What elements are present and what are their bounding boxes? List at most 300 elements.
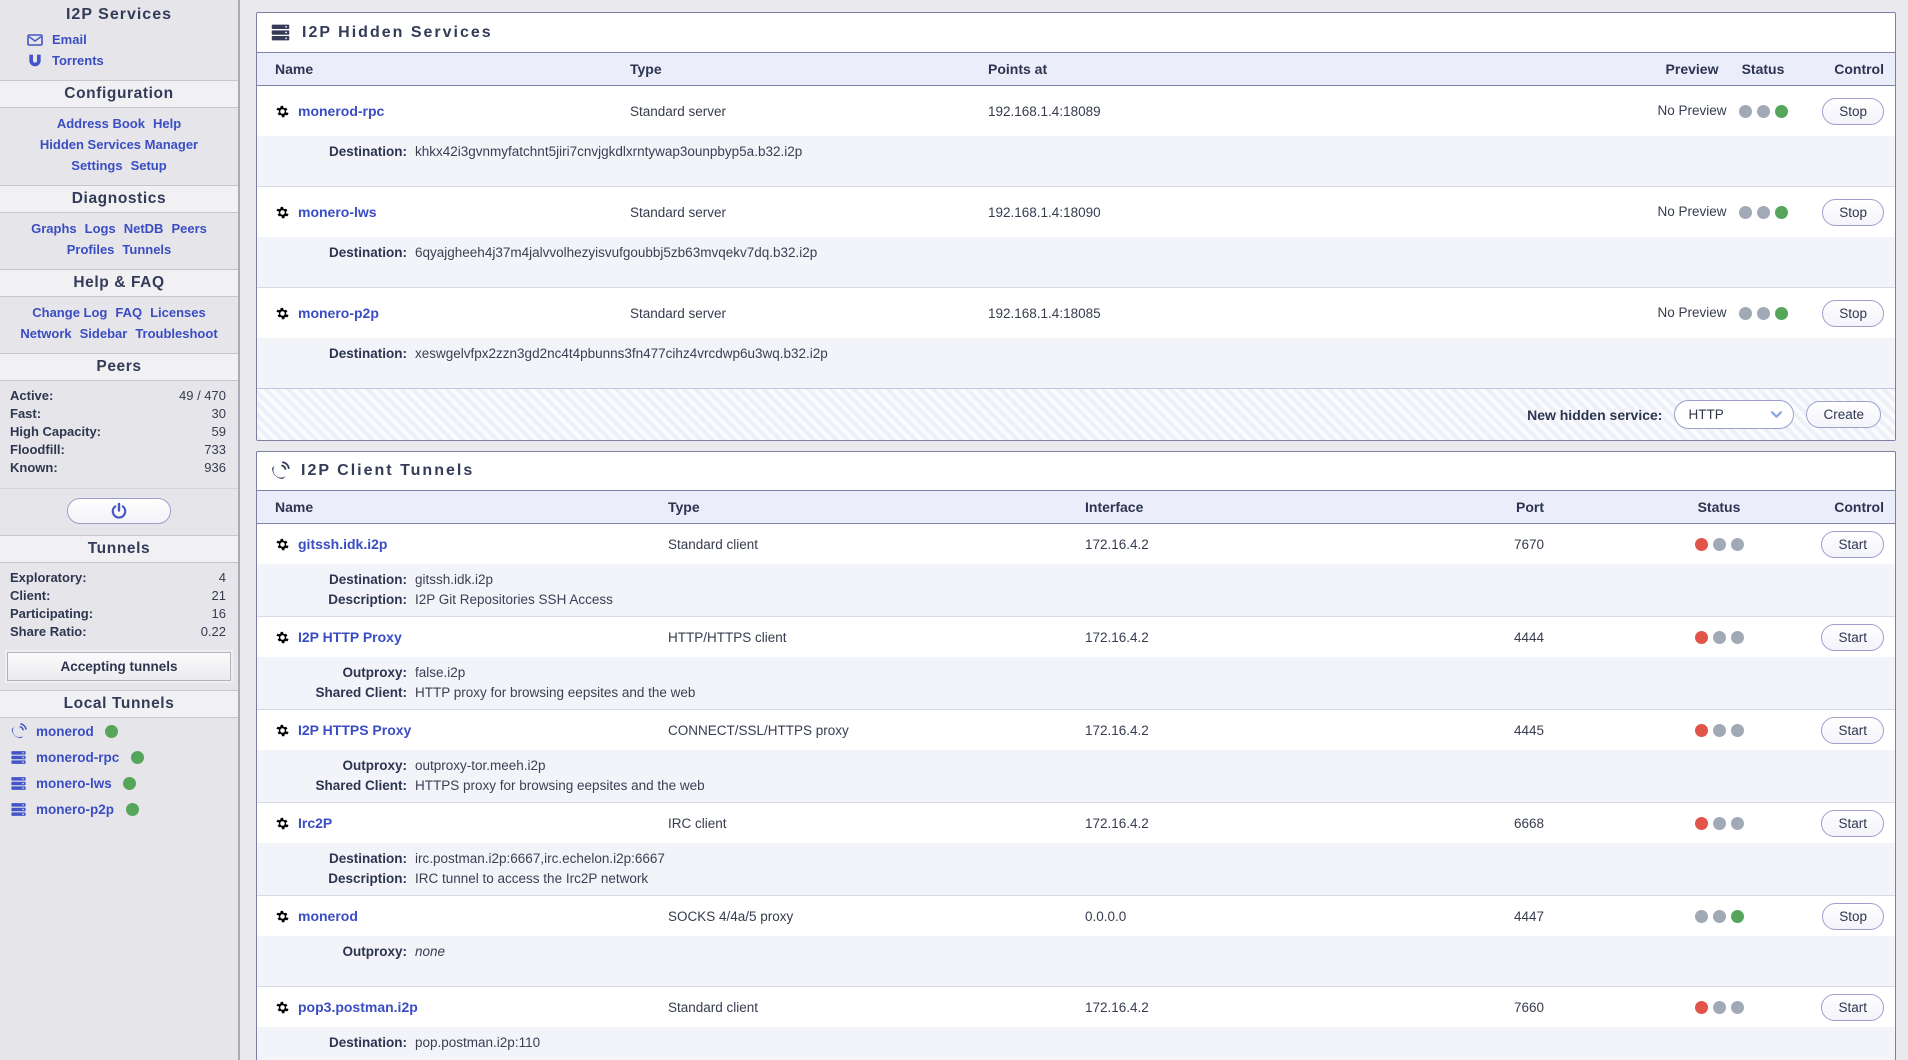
tunnel-name-cell — [275, 204, 630, 220]
stat-value: 49 / 470 — [179, 388, 226, 403]
stat-label: Client: — [10, 588, 51, 603]
detail-value: gitssh.idk.i2p — [415, 572, 494, 587]
tunnel-status-cell — [1732, 307, 1794, 320]
stop-button[interactable]: Stop — [1822, 300, 1884, 327]
status-dot — [1739, 307, 1752, 320]
client-tunnel-row — [257, 895, 1895, 986]
tunnel-interface: 172.16.4.2 — [1085, 999, 1149, 1015]
tunnel-status-cell — [1732, 105, 1794, 118]
sidebar-link-hidden-services-manager[interactable]: Hidden Services Manager — [39, 137, 199, 152]
preview-text: No Preview — [1657, 204, 1727, 219]
sidebar-section-links — [0, 108, 238, 176]
sidebar-peers-title: Peers — [0, 353, 238, 381]
detail-line — [275, 590, 1895, 610]
tunnel-interface: 0.0.0.0 — [1085, 908, 1127, 924]
tunnel-detail — [257, 338, 1895, 388]
tunnel-detail — [257, 843, 1895, 895]
stat-row — [10, 387, 226, 405]
client-tunnels-table-header — [257, 490, 1895, 524]
status-dot — [1757, 105, 1770, 118]
gear-icon — [275, 104, 290, 119]
new-service-type-value: HTTP — [1688, 407, 1724, 422]
status-dot — [1695, 910, 1708, 923]
tunnel-interface: 172.16.4.2 — [1085, 629, 1149, 645]
tunnel-control-cell — [1794, 810, 1884, 837]
detail-value: outproxy-tor.meeh.i2p — [415, 758, 546, 773]
server-tunnel-icon — [10, 749, 27, 766]
stat-value: 59 — [211, 424, 226, 439]
tunnel-port: 4447 — [1513, 908, 1544, 924]
column-header: Points at — [988, 61, 1048, 77]
sidebar-link-row — [0, 155, 238, 176]
stat-label: Share Ratio: — [10, 624, 87, 639]
preview-status — [1652, 103, 1732, 119]
local-tunnel-link[interactable]: monero-p2p — [36, 801, 115, 817]
tunnel-control-cell — [1794, 717, 1884, 744]
detail-label: Destination: — [328, 245, 407, 260]
detail-label: Destination: — [328, 572, 407, 587]
sidebar-service-item — [0, 50, 238, 71]
sidebar-section-links — [0, 213, 238, 260]
column-header: Preview — [1665, 61, 1719, 77]
sidebar-tunnels-title: Tunnels — [0, 535, 238, 563]
status-dot — [1775, 105, 1788, 118]
detail-label: Destination: — [328, 851, 407, 866]
sidebar-link-row — [0, 134, 238, 155]
stat-row — [10, 605, 226, 623]
stat-label: High Capacity: — [10, 424, 102, 439]
sidebar-services-title: I2P Services — [65, 6, 172, 23]
status-dot — [1739, 105, 1752, 118]
detail-label: Destination: — [328, 346, 407, 361]
sidebar-link-setup[interactable]: Setup — [130, 158, 167, 173]
status-dot — [126, 803, 139, 816]
tunnel-control-cell — [1794, 994, 1884, 1021]
tunnel-name-cell — [275, 629, 668, 645]
tunnel-name-cell — [275, 722, 668, 738]
tunnel-main-row — [257, 524, 1895, 564]
service-main-row — [257, 86, 1895, 136]
detail-line — [275, 683, 1895, 703]
column-header: Name — [275, 61, 314, 77]
tunnels-stats — [0, 563, 238, 645]
hidden-services-panel — [256, 12, 1896, 441]
local-tunnel-item — [0, 744, 238, 770]
gear-icon — [275, 723, 290, 738]
detail-value: HTTP proxy for browsing eepsites and the web — [415, 685, 696, 700]
service-points-at: 192.168.1.4:18089 — [988, 103, 1101, 119]
sidebar-link-row — [0, 113, 238, 134]
sidebar-section-title: Diagnostics — [0, 185, 238, 213]
column-header: Control — [1834, 499, 1884, 515]
satellite-dish-icon — [270, 461, 290, 481]
tunnel-detail — [257, 564, 1895, 616]
stat-label: Floodfill: — [10, 442, 65, 457]
hidden-service-row — [257, 86, 1895, 186]
detail-label: Outproxy: — [342, 944, 407, 959]
status-dot — [1713, 538, 1726, 551]
sidebar-services-list — [0, 29, 238, 71]
sidebar-nav-sections — [0, 80, 238, 344]
client-tunnel-row — [257, 709, 1895, 802]
detail-label: Outproxy: — [342, 665, 407, 680]
tunnel-port: 7670 — [1513, 536, 1544, 552]
preview-status — [1652, 305, 1732, 321]
local-tunnels-list — [0, 718, 238, 822]
preview-status — [1652, 204, 1732, 220]
status-dot — [1775, 206, 1788, 219]
stat-value: 30 — [211, 406, 226, 421]
status-dot — [1713, 724, 1726, 737]
client-tunnels-panel — [256, 451, 1896, 1060]
detail-value: 6qyajgheeh4j37m4jalvvolhezyisvufgoubbj5zb63mvqekv7dq.b32.i2p — [415, 245, 818, 260]
sidebar-link-row — [0, 239, 238, 260]
local-tunnel-item — [0, 718, 238, 744]
tunnel-name-link[interactable]: gitssh.idk.i2p — [298, 536, 388, 552]
status-dot — [1731, 817, 1744, 830]
tunnel-control-cell — [1794, 624, 1884, 651]
gear-icon — [275, 1000, 290, 1015]
status-dot — [1731, 631, 1744, 644]
tunnel-detail — [257, 657, 1895, 709]
tunnel-main-row — [257, 617, 1895, 657]
stat-label: Exploratory: — [10, 570, 87, 585]
detail-value: none — [415, 944, 446, 959]
status-dot — [131, 751, 144, 764]
tunnel-status-cell — [1644, 910, 1794, 923]
tunnel-name-cell — [275, 908, 668, 924]
detail-line — [275, 869, 1895, 889]
local-tunnel-link[interactable]: monero-lws — [36, 775, 112, 791]
client-tunnels-header — [257, 452, 1895, 490]
create-button[interactable]: Create — [1806, 401, 1881, 428]
tunnel-type: HTTP/HTTPS client — [668, 629, 787, 645]
tunnel-main-row — [257, 987, 1895, 1027]
sidebar-link-row — [0, 218, 238, 239]
detail-line — [275, 142, 1895, 162]
service-type: Standard server — [630, 305, 727, 321]
status-dot — [1731, 538, 1744, 551]
tunnel-name-cell — [275, 305, 630, 321]
column-header: Name — [275, 499, 314, 515]
tunnel-control-cell — [1794, 531, 1884, 558]
tunnel-status-banner: Accepting tunnels — [7, 652, 231, 681]
client-tunnel-row — [257, 986, 1895, 1060]
tunnel-name-link[interactable]: monero-p2p — [298, 305, 379, 321]
detail-line — [275, 1033, 1895, 1053]
detail-line — [275, 776, 1895, 796]
sidebar-section-links — [0, 297, 238, 344]
status-dot — [1695, 631, 1708, 644]
detail-label: Destination: — [328, 144, 407, 159]
detail-value: xeswgelvfpx2zzn3gd2nc4t4pbunns3fn477cihz4vrcdwp6u3wq.b32.i2p — [415, 346, 828, 361]
tunnel-status-cell — [1644, 631, 1794, 644]
sidebar-link-faq[interactable]: FAQ — [115, 305, 143, 320]
local-tunnel-link[interactable]: monerod-rpc — [36, 749, 120, 765]
sidebar-link-settings[interactable]: Settings — [71, 158, 123, 173]
tunnel-name-cell — [275, 536, 668, 552]
service-type: Standard server — [630, 204, 727, 220]
torrents-icon — [27, 53, 43, 69]
local-tunnel-link[interactable]: monerod — [36, 723, 94, 739]
tunnel-port: 4444 — [1513, 629, 1544, 645]
sidebar-link-netdb[interactable]: NetDB — [123, 221, 164, 236]
tunnel-interface: 172.16.4.2 — [1085, 815, 1149, 831]
status-dot — [1695, 724, 1708, 737]
status-dot — [1713, 631, 1726, 644]
tunnel-status-cell — [1644, 538, 1794, 551]
client-tunnels-rows — [257, 524, 1895, 1060]
tunnel-status-cell — [1644, 724, 1794, 737]
tunnel-main-row — [257, 896, 1895, 936]
tunnel-interface: 172.16.4.2 — [1085, 722, 1149, 738]
detail-value: HTTPS proxy for browsing eepsites and the web — [415, 778, 705, 793]
preview-text: No Preview — [1657, 103, 1727, 118]
column-header: Type — [630, 61, 662, 77]
sidebar-link-change-log[interactable]: Change Log — [32, 305, 108, 320]
status-dot — [1713, 817, 1726, 830]
tunnel-interface: 172.16.4.2 — [1085, 536, 1149, 552]
sidebar-section-title: Help & FAQ — [0, 269, 238, 297]
gear-icon — [275, 630, 290, 645]
tunnel-name-cell — [275, 103, 630, 119]
sidebar-link-row — [0, 302, 238, 323]
service-main-row — [257, 288, 1895, 338]
column-header: Port — [1516, 499, 1544, 515]
status-dot — [1731, 1001, 1744, 1014]
column-header: Control — [1834, 61, 1884, 77]
hidden-services-table-header — [257, 52, 1895, 86]
status-dot — [1695, 538, 1708, 551]
status-dot — [1757, 307, 1770, 320]
detail-label: Description: — [328, 871, 407, 886]
tunnel-name-link[interactable]: monerod — [298, 908, 358, 924]
tunnel-main-row — [257, 803, 1895, 843]
detail-label: Outproxy: — [342, 758, 407, 773]
status-dot — [1713, 910, 1726, 923]
tunnel-detail — [257, 1027, 1895, 1060]
gear-icon — [275, 306, 290, 321]
tunnel-port: 4445 — [1513, 722, 1544, 738]
sidebar-link-email[interactable]: Email — [52, 32, 87, 47]
detail-label: Description: — [328, 592, 407, 607]
tunnel-name-cell — [275, 815, 668, 831]
detail-label: Shared Client: — [315, 685, 407, 700]
client-tunnel-row — [257, 524, 1895, 616]
hidden-service-row — [257, 186, 1895, 287]
detail-value: pop.postman.i2p:110 — [415, 1035, 541, 1050]
status-dot — [1775, 307, 1788, 320]
sidebar-link-peers[interactable]: Peers — [171, 221, 207, 236]
stat-value: 936 — [204, 460, 226, 475]
tunnel-name-link[interactable]: I2P HTTP Proxy — [298, 629, 402, 645]
sidebar-link-graphs[interactable]: Graphs — [31, 221, 77, 236]
tunnel-status-cell — [1644, 1001, 1794, 1014]
stat-row — [10, 569, 226, 587]
stop-button[interactable]: Stop — [1822, 199, 1884, 226]
start-button[interactable]: Start — [1821, 994, 1884, 1021]
sidebar-link-profiles[interactable]: Profiles — [66, 242, 115, 257]
stat-value: 16 — [211, 606, 226, 621]
detail-value: IRC tunnel to access the Irc2P network — [415, 871, 649, 886]
stat-value: 4 — [218, 570, 226, 585]
sidebar-link-address-book[interactable]: Address Book — [56, 116, 145, 131]
peers-stats — [0, 381, 238, 481]
sidebar-link-network[interactable]: Network — [20, 326, 72, 341]
service-type: Standard server — [630, 103, 727, 119]
tunnel-port: 6668 — [1513, 815, 1544, 831]
tunnel-detail — [257, 936, 1895, 986]
power-section — [0, 488, 238, 526]
detail-value: khkx42i3gvnmyfatchnt5jiri7cnvjgkdlxrntywap3ounpbyp5a.b32.i2p — [415, 144, 803, 159]
tunnel-detail — [257, 750, 1895, 802]
tunnel-name-link[interactable]: I2P HTTPS Proxy — [298, 722, 412, 738]
client-tunnels-title: I2P Client Tunnels — [301, 462, 475, 479]
new-hidden-service-label: New hidden service: — [1527, 406, 1663, 423]
tunnel-main-row — [257, 710, 1895, 750]
tunnel-type: Standard client — [668, 536, 759, 552]
status-dot — [123, 777, 136, 790]
detail-line — [275, 344, 1895, 364]
stat-value: 21 — [211, 588, 226, 603]
column-header: Interface — [1085, 499, 1144, 515]
detail-label: Shared Client: — [315, 778, 407, 793]
service-points-at: 192.168.1.4:18085 — [988, 305, 1101, 321]
sidebar-link-tunnels[interactable]: Tunnels — [122, 242, 172, 257]
detail-value: false.i2p — [415, 665, 466, 680]
main-content — [240, 0, 1908, 1060]
tunnel-type: Standard client — [668, 999, 759, 1015]
service-points-at: 192.168.1.4:18090 — [988, 204, 1101, 220]
detail-line — [275, 663, 1895, 683]
shutdown-button[interactable] — [67, 498, 171, 524]
detail-line — [275, 942, 1895, 962]
sidebar-section-title: Configuration — [0, 80, 238, 108]
tunnel-name-link[interactable]: monero-lws — [298, 204, 377, 220]
sidebar — [0, 0, 240, 1060]
column-header: Status — [1697, 499, 1741, 515]
sidebar-link-sidebar[interactable]: Sidebar — [79, 326, 128, 341]
tunnel-detail — [257, 136, 1895, 186]
client-tunnel-row — [257, 802, 1895, 895]
new-hidden-service-bar — [257, 388, 1895, 440]
stat-row — [10, 423, 226, 441]
tunnel-control-cell — [1794, 199, 1884, 226]
sidebar-link-troubleshoot[interactable]: Troubleshoot — [135, 326, 218, 341]
sidebar-service-item — [0, 29, 238, 50]
gear-icon — [275, 816, 290, 831]
detail-line — [275, 243, 1895, 263]
server-tunnel-icon — [10, 801, 27, 818]
status-dot — [1731, 724, 1744, 737]
status-dot — [1757, 206, 1770, 219]
tunnel-detail — [257, 237, 1895, 287]
start-button[interactable]: Start — [1821, 531, 1884, 558]
power-icon — [110, 502, 128, 520]
stat-row — [10, 459, 226, 477]
detail-line — [275, 756, 1895, 776]
start-button[interactable]: Start — [1821, 624, 1884, 651]
tunnel-port: 7660 — [1513, 999, 1544, 1015]
tunnel-status-cell — [1644, 817, 1794, 830]
service-main-row — [257, 187, 1895, 237]
status-dot — [1695, 817, 1708, 830]
email-icon — [27, 32, 43, 48]
tunnel-type: CONNECT/SSL/HTTPS proxy — [668, 722, 849, 738]
sidebar-link-help[interactable]: Help — [152, 116, 182, 131]
local-tunnel-item — [0, 796, 238, 822]
stop-button[interactable]: Stop — [1822, 98, 1884, 125]
gear-icon — [275, 205, 290, 220]
status-dot — [105, 725, 118, 738]
status-dot — [1695, 1001, 1708, 1014]
start-button[interactable]: Start — [1821, 810, 1884, 837]
stop-button[interactable]: Stop — [1822, 903, 1884, 930]
stat-value: 0.22 — [200, 624, 226, 639]
hidden-services-rows — [257, 86, 1895, 388]
server-tunnel-icon — [10, 775, 27, 792]
sidebar-link-torrents[interactable]: Torrents — [52, 53, 104, 68]
stat-row — [10, 587, 226, 605]
local-tunnel-item — [0, 770, 238, 796]
tunnel-name-link[interactable]: monerod-rpc — [298, 103, 385, 119]
gear-icon — [275, 909, 290, 924]
detail-label: Destination: — [328, 1035, 407, 1050]
status-dot — [1739, 206, 1752, 219]
stat-label: Known: — [10, 460, 58, 475]
stat-label: Fast: — [10, 406, 42, 421]
stat-value: 733 — [204, 442, 226, 457]
column-header: Status — [1741, 61, 1785, 77]
chevron-down-icon — [1769, 407, 1784, 422]
sidebar-link-licenses[interactable]: Licenses — [150, 305, 206, 320]
server-stack-icon — [270, 22, 291, 43]
hidden-services-title: I2P Hidden Services — [302, 23, 493, 41]
tunnel-control-cell — [1794, 98, 1884, 125]
sidebar-link-logs[interactable]: Logs — [84, 221, 116, 236]
detail-line — [275, 570, 1895, 590]
tunnel-name-link[interactable]: Irc2P — [298, 815, 333, 831]
stat-row — [10, 441, 226, 459]
detail-value: irc.postman.i2p:6667,irc.echelon.i2p:6667 — [415, 851, 665, 866]
start-button[interactable]: Start — [1821, 717, 1884, 744]
tunnel-type: SOCKS 4/4a/5 proxy — [668, 908, 794, 924]
new-service-type-select[interactable] — [1674, 400, 1794, 429]
tunnel-status-cell — [1732, 206, 1794, 219]
stat-label: Participating: — [10, 606, 94, 621]
client-tunnel-row — [257, 616, 1895, 709]
sidebar-link-row — [0, 323, 238, 344]
stat-row — [10, 623, 226, 641]
preview-text: No Preview — [1657, 305, 1727, 320]
status-dot — [1731, 910, 1744, 923]
detail-value: I2P Git Repositories SSH Access — [415, 592, 613, 607]
stat-label: Active: — [10, 388, 54, 403]
tunnel-name-link[interactable]: pop3.postman.i2p — [298, 999, 418, 1015]
hidden-services-header — [257, 13, 1895, 52]
status-dot — [1713, 1001, 1726, 1014]
sidebar-local-tunnels-title: Local Tunnels — [0, 690, 238, 718]
tunnel-control-cell — [1794, 300, 1884, 327]
tunnel-type: IRC client — [668, 815, 727, 831]
tunnel-name-cell — [275, 999, 668, 1015]
stat-row — [10, 405, 226, 423]
client-tunnel-icon — [10, 723, 27, 740]
column-header: Type — [668, 499, 700, 515]
gear-icon — [275, 537, 290, 552]
tunnel-control-cell — [1794, 903, 1884, 930]
hidden-service-row — [257, 287, 1895, 388]
